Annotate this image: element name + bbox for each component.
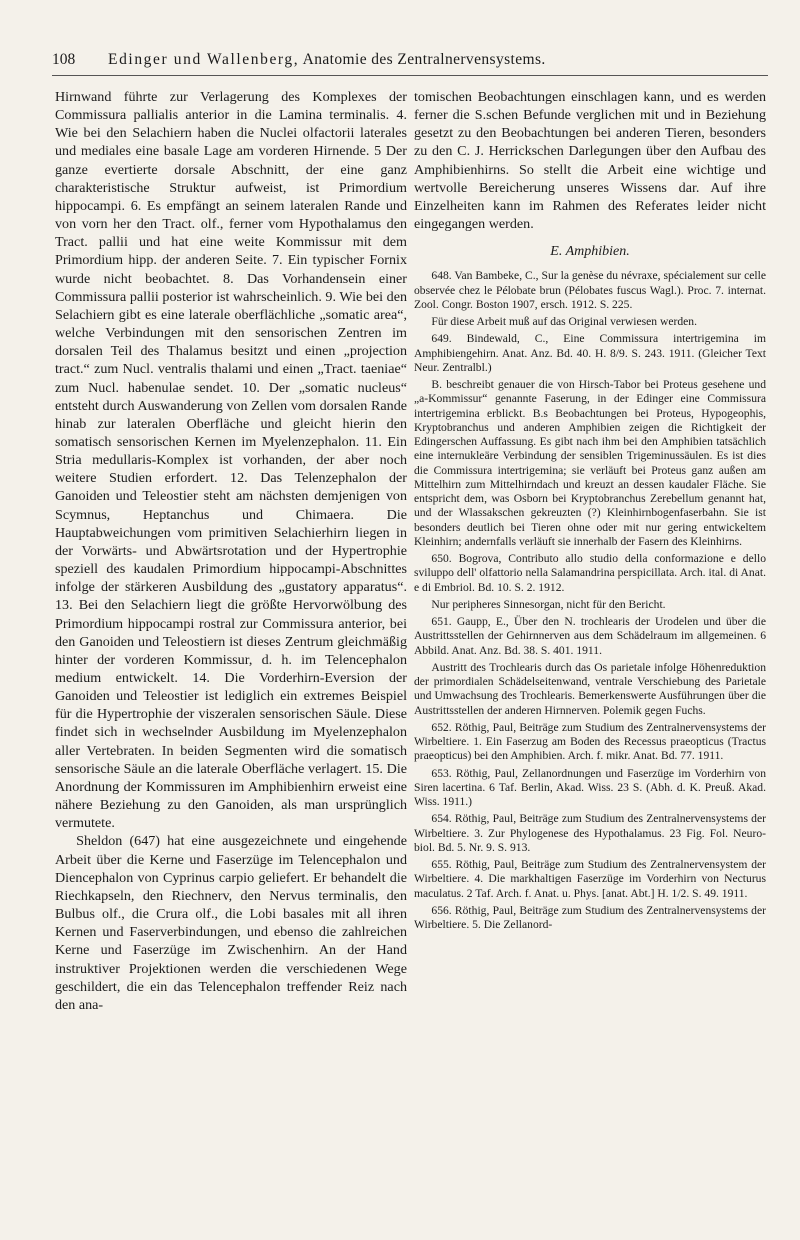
bib-entry-650: 650. Bogrova, Contributo allo studio della conformazione e dello sviluppo dell' olfattorio nella Salamandrina perspicillata. Arch. ital. di Anat. e di Embriol. Bd. 10. S. 2. 1912. xyxy=(414,552,766,594)
bib-entry-648: 648. Van Bambeke, C., Sur la genèse du névraxe, spécialement sur celle observée chez le Pélobate brun (Pélobates fuscus Wagl.). Proc. 7. internat. Zool. Congr. Boston 1907, ersch. 1912. S. 225. xyxy=(414,269,766,311)
bib-note-651: Austritt des Trochlearis durch das Os parietale infolge Höhenreduktion der primordialen Schädelseitenwand, ventrale Verschiebung des Parietale und Umwachsung des Trochlearis. Bemerkenswerte Ausführungen über die Austrittsstellen der anderen Hirnnerven. Polemik gegen Fuchs. xyxy=(414,660,766,717)
running-title xyxy=(108,50,546,70)
left-paragraph-1: Hirnwand führte zur Verlagerung des Komplexes der Commissura pallialis anterior in die Lamina terminalis. 4. Wie bei den Selachiern haben die Nuclei olfactorii laterales und mediales eine basale Lage am vorderen Hirnende. 5 Der ganze evertierte dorsale Abschnitt, der eine ganz charakteristische Struktur aufweist, ist Primordium hippocampi. 6. Es empfängt an seinem lateralen Rande und von vorn her den Tract. olf., ferner vom Hypothalamus den Tract. pallii und hat eine weite Kommissur mit dem Primordium hipp. der anderen Seite. 7. Ein typischer Fornix wurde nicht beobachtet. 8. Das Vorhandensein einer Commissura pallii posterior ist wahrscheinlich. 9. Wie bei den Selachiern gibt es eine laterale oberflächliche „somatic area“, welche Verbindungen mit den sensorischen Zentren im dorsalen Teil des Thalamus besitzt und einen „projection tract.“ zum Nucl. ventralis thalami und einen „Tract. taeniae“ zum Nucl. habenulae sendet. 10. Der „somatic nucleus“ entsteht durch Auswanderung von Zellen vom dorsalen Rande hinab zur lateralen Oberfläche und gleicht hierin den somatisch sensorischen Kernen im Myelenzephalon. 11. Ein Stria medullaris-Komplex ist vorhanden, der aber noch weitere Studien erfordert. 12. Das Telenzephalon der Ganoiden und Teleostier steht am nächsten demjenigen von Scymnus, Heptanchus und Chimaera. Die Hauptabweichungen vom primitiven Selachierhirn liegen in der Vorwärts- und Abwärtsrotation und der Hypertrophie speziell des kaudalen Primordium hippocampi-Abschnittes infolge der stärkeren Ausbildung des „gustatory apparatus“. 13. Bei den Selachiern liegt die größte Hervorwölbung des Primordium hippocampi rostral zur Commissura anterior, bei den Ganoiden und Teleostiern ist dieses Zentrum gleichmäßig hinter der vorderen Kommissur, d. h. im Telencephalon medium entwickelt. 14. Die Vorderhirn-Eversion der Ganoiden und Teleostier ist lediglich ein extremes Beispiel für die Hypertrophie der viszeralen sensorischen Säule. Diese findet sich in wechselnder Ausbildung im Myelenzephalon aller Vertebraten. In beiden Segmenten wird die somatisch sensorische Säule an die laterale Oberfläche verlagert. 15. Die Anordnung der Kommissuren im Amphibienhirn erweist eine nähere Beziehung zu den Ganoiden, als man ursprünglich vermutete. xyxy=(55,89,407,832)
bib-note-650: Nur peripheres Sinnesorgan, nicht für den Bericht. xyxy=(431,597,666,611)
header-authors: Edinger und Wallenberg, xyxy=(108,51,300,68)
bib-entry-649: 649. Bindewald, C., Eine Commissura intertrigemina im Amphibiengehirn. Anat. Anz. Bd. 40. H. 8/9. S. 243. 1911. (Gleicher Text Neur. Zentralbl.) xyxy=(414,332,766,374)
bib-entry-655: 655. Röthig, Paul, Beiträge zum Studium des Zentralnervensystem der Wirbeltiere. 4. Die markhaltigen Faserzüge im Vorderhirn von Necturus maculatus. 2 Taf. Arch. f. Anat. u. Phys. [anat. Abt.] H. 1/2. S. 49. 1911. xyxy=(414,858,766,900)
bib-note-648: Für diese Arbeit muß auf das Original verwiesen werden. xyxy=(431,315,698,329)
section-heading: E. Amphibien. xyxy=(550,244,630,260)
bib-entry-651: 651. Gaupp, E., Über den N. trochlearis der Urodelen und über die Austrittsstellen der Gehirnnerven aus dem Schädelraum im allgemeinen. 6 Abbild. Anat. Anz. Bd. 38. S. 401. 1911. xyxy=(414,615,766,657)
right-column xyxy=(414,88,766,935)
bib-entry-654: 654. Röthig, Paul, Beiträge zum Studium des Zentralnervensystems der Wirbeltiere. 3. Zur Phylogenese des Hypothalamus. 23 Fig. Fol. Neuro-biol. Bd. 5. Nr. 9. S. 913. xyxy=(414,812,766,854)
bib-entry-653: 653. Röthig, Paul, Zellanordnungen und Faserzüge im Vorderhirn von Siren lacertina. 6 Taf. Berlin, Akad. Wiss. 23 S. (Abh. d. K. Preuß. Akad. Wiss. 1911.) xyxy=(414,766,766,809)
page-number: 108 xyxy=(52,51,76,68)
running-header xyxy=(52,50,768,76)
bib-entry-652: 652. Röthig, Paul, Beiträge zum Studium des Zentralnervensystems der Wirbeltiere. 1. Ein Faserzug am Boden des Recessus praeopticus (Tractus praeopticus) bei den Amphibien. Arch. f. mikr. Anat. Bd. 77. 1911. xyxy=(414,720,766,763)
header-title: Anatomie des Zentralnervensystems. xyxy=(302,51,546,68)
bib-note-649: B. beschreibt genauer die von Hirsch-Tabor bei Proteus gesehene und „a-Kommissur“ genannte Faserung, in der Edinger eine Commissura intertrigemina erblickt. B.s Beobachtungen bei Proteus, Hypogeophis, Kryptobranchus und anderen Amphibien zeigen die Richtigkeit der Edingerschen Auffassung. Es gibt nach ihm bei den Amphibien tatsächlich eine internukleäre Verbindung der sensiblen Trigeminussäulen. Es ist dies die Commissura intertrigemina; sie verläuft bei Proteus ganz außen am Mittelhirn zum Mittelhirndach und kreuzt an dessen kaudaler Fläche. Sie entspricht dem, was Osborn bei Kryptobranchus Zerebellum genannt hat, und der Wlassakschen gekreuzten (?) Kleinhirnbogenfaserbahn. Sie ist besonders deutlich bei Tieren ohne oder mit nur gering entwickeltem Kleinhirn; andernfalls verläuft sie innerhalb der Fasern des Kleinhirns. xyxy=(414,378,766,548)
left-column xyxy=(55,88,407,1014)
left-paragraph-2: Sheldon (647) hat eine ausgezeichnete und eingehende Arbeit über die Kerne und Faserzüge im Telencephalon und Diencephalon von Cyprinus carpio geliefert. Er behandelt die Riechkapseln, den Riechnerv, den Nervus terminalis, den Bulbus olf., die Crura olf., die Lobi basales mit all ihren Kernen und Faserverbindungen, und ebenso die zahlreichen Kerne und Faserzüge im Zwischenhirn. An der Hand instruktiver Projektionen werden die verschiedenen Wege geschildert, die ein das Telencephalon treffender Reiz nach den ana- xyxy=(55,833,407,1013)
right-intro-paragraph: tomischen Beobachtungen einschlagen kann, und es werden ferner die S.schen Befunde verglichen mit und in Beziehung gesetzt zu den Beobachtungen bei anderen Tieren, besonders zu den C. J. Herrickschen Darlegungen über den Aufbau des Amphibienhirns. So stellt die Arbeit eine wichtige und wertvolle Bereicherung unseres Wissens dar. Auf ihre Einzelheiten kann im Rahmen des Referates leider nicht eingegangen werden. xyxy=(414,89,766,233)
bibliography-list xyxy=(414,269,766,932)
bib-entry-656: 656. Röthig, Paul, Beiträge zum Studium des Zentralnervensystems der Wirbeltiere. 5. Die Zellanord- xyxy=(414,903,766,932)
